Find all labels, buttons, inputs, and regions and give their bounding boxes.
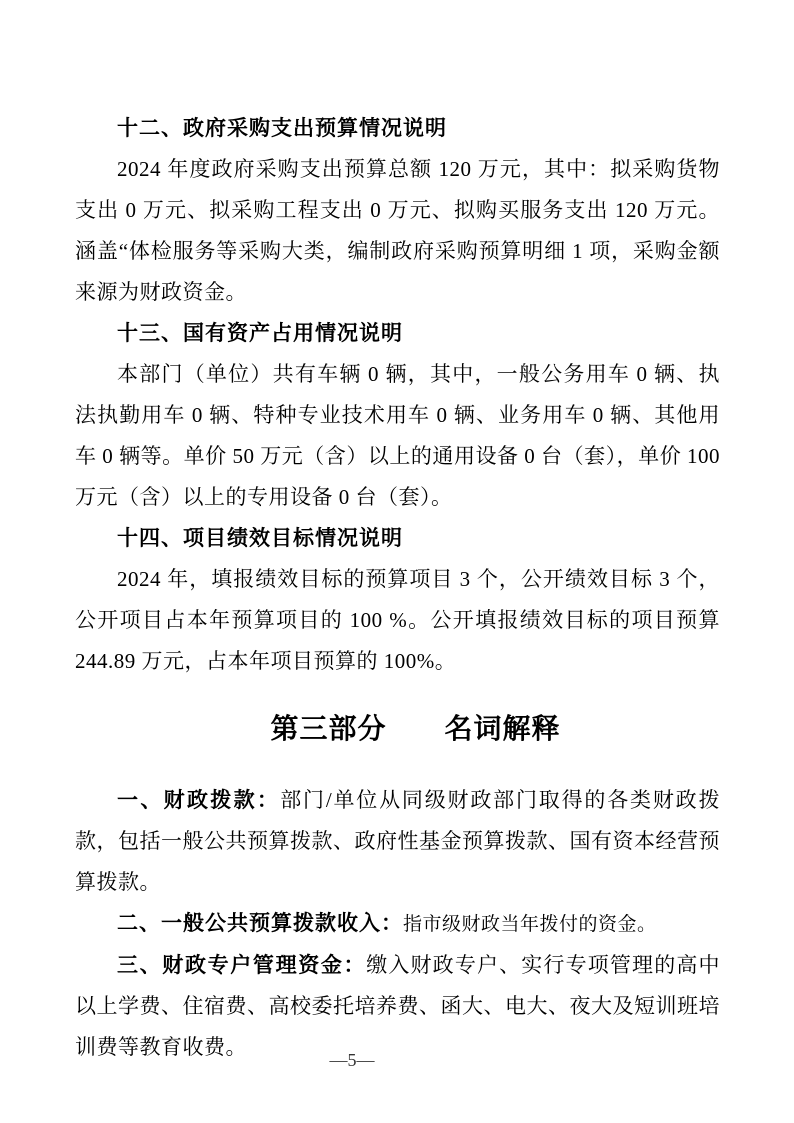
term-lead-2: 二、一般公共预算拨款收入： bbox=[117, 911, 403, 935]
term-definition-3: 缴入财政专户、实行专项管理的高中以上学费、住宿费、高校委托培养费、函大、电大、夜大及短训班培训费等教育收费。 bbox=[75, 953, 721, 1059]
part3-title: 第三部分 名词解释 bbox=[270, 714, 561, 745]
section-heading-13: 十三、国有资产占用情况说明 bbox=[117, 322, 403, 345]
section-heading-12: 十二、政府采购支出预算情况说明 bbox=[117, 117, 447, 140]
term-definition-1: 部门/单位从同级财政部门取得的各类财政拨款，包括一般公共预算拨款、政府性基金预算拨款、国有资本经营预算拨款。 bbox=[75, 788, 720, 894]
term-item-1 bbox=[75, 780, 720, 903]
section-heading-14: 十四、项目绩效目标情况说明 bbox=[117, 527, 403, 550]
section-body-14: 2024 年，填报绩效目标的预算项目 3 个，公开绩效目标 3 个，公开项目占本年预算项目的 100 %。公开填报绩效目标的项目预算 244.89 万元，占本年项目预算的 100%。 bbox=[75, 567, 720, 673]
term-lead-3: 三、财政专户管理资金： bbox=[117, 953, 367, 977]
section-body-13: 本部门（单位）共有车辆 0 辆，其中，一般公务用车 0 辆、执法执勤用车 0 辆、特种专业技术用车 0 辆、业务用车 0 辆、其他用车 0 辆等。单价 50 万元（含）以上的通用设备 0 台（套），单价 100 万元（含）以上的专用设备 0 台（套）。 bbox=[75, 362, 720, 509]
term-definition-2: 指市级财政当年拨付的资金。 bbox=[403, 914, 657, 935]
term-lead-1: 一、财政拨款： bbox=[117, 788, 281, 812]
section-body-12: 2024 年度政府采购支出预算总额 120 万元，其中：拟采购货物支出 0 万元、拟采购工程支出 0 万元、拟购买服务支出 120 万元。涵盖“体检服务等采购大类，编制政府采购预算明细 1 项，采购金额来源为财政资金。 bbox=[75, 157, 720, 304]
term-item-2 bbox=[75, 903, 720, 945]
page-number: —5— bbox=[329, 1050, 375, 1070]
